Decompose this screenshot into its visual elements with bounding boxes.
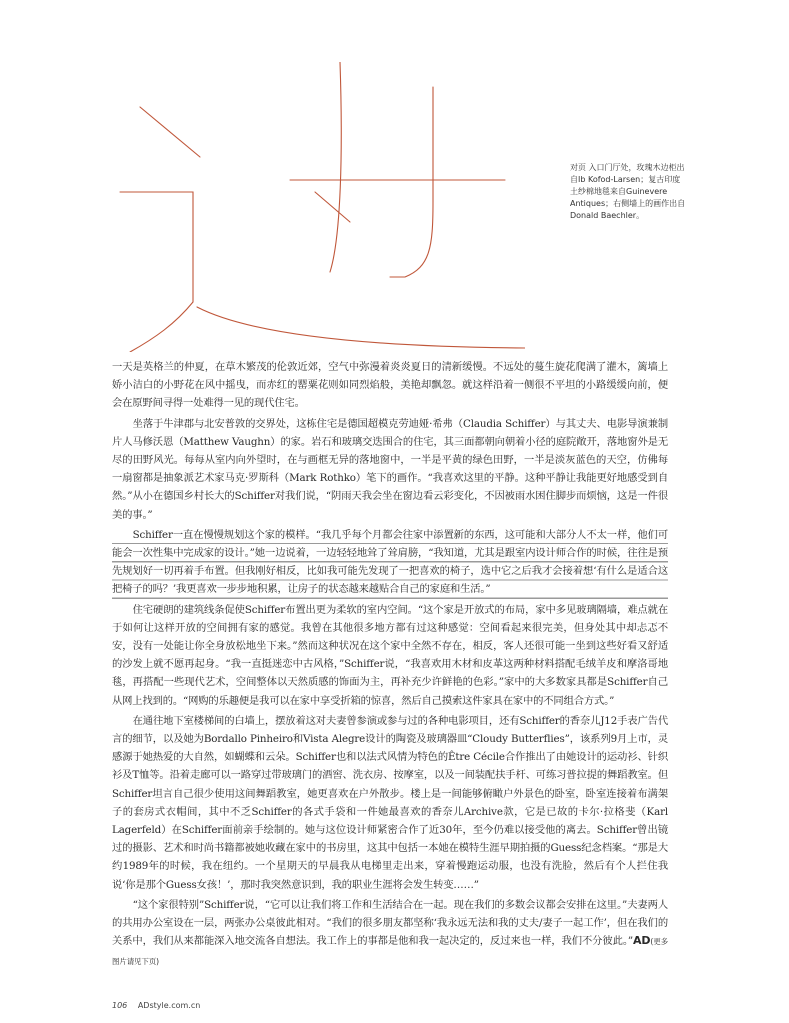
article-paragraph-4: 住宅硬朗的建筑线条促使Schiffer布置出更为柔软的室内空间。“这个家是开放式的布局，家中多见玻璃隔墙，难点就在于如何让这样开放的空间拥有家的感觉。我曾在其他很多地方都有过这种感觉：空间看起来很完美，但身处其中却忐忑不安，没有一处能让你全身放松地坐下来。”然而这种状况在这个家中全然不存在，相反，客人还很可能一坐到这些好看又舒适的沙发上就不愿再起身。“我一直挺迷恋中古风格，”Schiffer说，“我喜欢用木材和皮革这两种材料搭配毛绒羊皮和摩洛哥地毯，再搭配一些现代艺术，空间整体以天然质感的饰面为主，再补充少许鲜艳的色彩。”家中的大多数家具都是Schiffer自己从网上找到的。“网购的乐趣便是我可以在家中享受折箱的惊喜，然后自己摸索这件家具在家中的不同组合方式。”: [112, 603, 668, 707]
article-paragraph-5: 在通往地下室楼梯间的白墙上，摆放着这对夫妻曾参演或参与过的各种电影项目，还有Schiffer的香奈儿J12手表广告代言的细节，以及她为Bordallo Pinheiro和Vista Alegre设计的陶瓷及玻璃器皿“Cloudy Butterflies”，该系列9月上市，灵感源于她热爱的大自然，如蝴蝶和云朵。Schiffer也和以法式风情为特色的Être Cécile合作推出了由她设计的运动衫、针织衫及T恤等。沿着走廊可以一路穿过带玻璃门的酒窖、洗衣房、按摩室，以及一间装配扶手杆、可练习普拉提的舞蹈教室。但Schiffer坦言自己很少使用这间舞蹈教室，她更喜欢在户外散步。楼上是一间能够俯瞰户外景色的卧室，卧室连接着布满架子的套房式衣帽间，其中不乏Schiffer的各式手袋和一件她最喜欢的香奈儿Archive款，它是已故的卡尔·拉格斐（Karl Lagerfeld）在Schiffer面前亲手绘制的。她与这位设计师紧密合作了近30年，至今仍难以接受他的离去。Schiffer曾出镜过的摄影、艺术和时尚书籍都被她收藏在家中的书房里，这其中包括一本她在模特生涯早期拍摄的Guess纪念档案。“那是大约1989年的时候，我在纽约。一个星期天的早晨我从电梯里走出来，穿着慢跑运动服，也没有洗脸，然后有个人拦住我说‘你是那个Guess女孩！’，那时我突然意识到，我的职业生涯将会发生转变……”: [112, 714, 668, 891]
article-paragraph-3: Schiffer一直在慢慢规划这个家的模样。“我几乎每个月都会往家中添置新的东西，这可能和大部分人不太一样，他们可能会一次性集中完成家的设计。”她一边说着，一边轻轻地耸了耸肩膀，“我知道，尤其是跟室内设计师合作的时候，往往是预先规划好一切再着手布置。但我刚好相反，比如我可能先发现了一把喜欢的椅子，选中它之后我才会接着想‘有什么是适合这把椅子的吗？’我更喜欢一步步地积累，让房子的状态越来越贴合自己的家庭和生活。”: [112, 526, 668, 599]
decorative-initial-character: [105, 62, 525, 352]
article-body: [112, 358, 668, 973]
photo-caption: 对页 入口门厅处，玫瑰木边柜出自Ib Kofod-Larsen；复古印度土纱棉地毯来自Guinevere Antiques；右侧墙上的画作出自Donald Baechler。: [570, 163, 686, 220]
article-paragraph-6-text: “这个家很特别”Schiffer说，“它可以让我们将工作和生活结合在一起。现在我们的多数会议都会安排在这里。”夫妻两人的共用办公室设在一层，两张办公桌彼此相对。“我们的很多朋友都坚称‘我永远无法和我的丈夫/妻子一起工作’，但在我们的关系中，我们从来都能深入地交流各自想法。我工作上的事都是他和我一起决定的，反过来也一样，我们不分彼此。”: [112, 898, 668, 948]
page-number: 106: [112, 1001, 128, 1010]
article-paragraph-2: 坐落于牛津郡与北安普敦的交界处，这栋住宅是德国超模克劳迪娅·希弗（Claudia Schiffer）与其丈夫、电影导演兼制片人马修沃恩（Matthew Vaughn）的家。岩石和玻璃交迭围合的住宅，其三面都朝向朝着小径的庭院敞开，落地窗外是无尽的田野风光。每每从室内向外望时，在与画框无异的落地窗中，一半是平黄的绿色田野，一半是淡灰蓝色的天空，仿佛每一扇窗都是抽象派艺术家马克·罗斯科（Mark Rothko）笔下的画作。“我喜欢这里的平静。这种平静让我能更好地感受到自然。”从小在德国乡村长大的Schiffer对我们说，“阴雨天我会坐在窗边看云彩变化，不因被雨水困住脚步而烦恼，这是一件很美的事。”: [112, 417, 668, 521]
page-footer: [112, 1001, 200, 1010]
footer-site: ADstyle.com.cn: [137, 1001, 201, 1010]
ad-end-logo: AD: [633, 934, 651, 948]
decorative-initial-strokes: [120, 62, 525, 352]
continued-note: (更多图片请见下页): [112, 937, 669, 966]
article-paragraph-6: [112, 896, 668, 971]
decorative-initial-svg: [105, 62, 525, 352]
article-paragraph-1: 一天是英格兰的仲夏，在草木繁茂的伦敦近郊，空气中弥漫着炎炎夏日的清新缓慢。不远处的蔓生旋花爬满了灌木，篱墙上娇小洁白的小野花在风中摇曳，而赤红的罂粟花则如同烈焰般，美艳却飘忽。就这样沿着一侧很不平坦的小路缓缓向前，便会在原野间寻得一处难得一见的现代住宅。: [112, 361, 668, 410]
